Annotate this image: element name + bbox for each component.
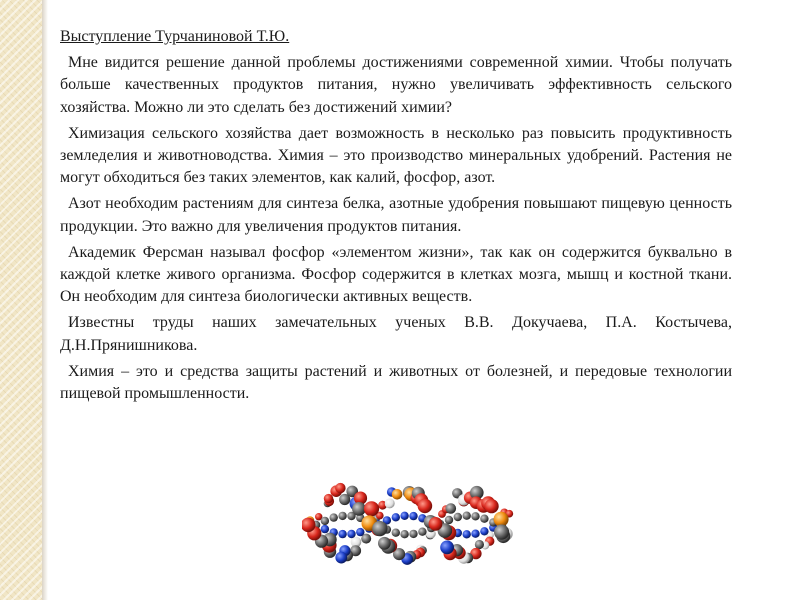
atom (480, 527, 488, 535)
atom (418, 499, 433, 514)
paragraph-1: Мне видится решение данной проблемы достижениями современной химии. Чтобы получать больше качественных продуктов питания, нужно увеличивать эффективность сельского хозяйства. Можно ли это сделать без достижений химии? (60, 54, 732, 116)
atom (338, 512, 346, 520)
atom (494, 525, 509, 540)
atom (471, 530, 479, 538)
atom (324, 494, 333, 503)
atom (321, 517, 329, 525)
atom (409, 512, 417, 520)
paragraph-6: Химия – это и средства защиты растений и животных от болезней, и передовые технологии пищевой промышленности. (60, 362, 732, 403)
atom (347, 530, 355, 538)
paragraph-2: Химизация сельского хозяйства дает возможность в несколько раз повысить продуктивность земледелия и животноводства. Химия – это производство минеральных удобрений. Растения не могут обходиться без таких элементов, как калий, фосфор, азот. (60, 124, 732, 187)
atom (385, 498, 395, 508)
atom (338, 530, 346, 538)
atom (372, 521, 387, 536)
atom (335, 483, 345, 493)
paragraph-4: Академик Ферсман называл фосфор «элементом жизни», так как он содержится буквально в каждой клетке живого организма. Фосфор содержится в клетках мозга, мышц и костной ткани. Он необходим для синтеза биологически активных веществ. (60, 243, 732, 306)
atom (480, 515, 488, 523)
dna-molecule-icon (302, 470, 522, 590)
atom (364, 501, 379, 516)
paragraph-3: Азот необходим растениям для синтеза белка, азотные удобрения повышают пищевую ценность продукции. Это важно для увеличения продуктов питания. (60, 195, 732, 235)
atom (356, 528, 364, 536)
atom (400, 512, 408, 520)
atom (352, 502, 366, 516)
atom (378, 537, 391, 550)
band-shadow (42, 0, 48, 600)
atom (400, 530, 408, 538)
atom (494, 512, 509, 527)
atom (392, 529, 400, 537)
atom (392, 489, 403, 500)
atom (440, 541, 454, 555)
atom (454, 513, 462, 521)
atom (335, 552, 347, 564)
atom (429, 517, 443, 531)
atom (485, 499, 499, 513)
slide-text (60, 26, 732, 409)
atom (471, 512, 479, 520)
atom (392, 513, 400, 521)
slide-heading: Выступление Турчаниновой Т.Ю. (60, 28, 290, 45)
atom (418, 528, 426, 536)
paragraph-5: Известны труды наших замечательных ученых В.В. Докучаева, П.А. Костычева, Д.Н.Прянишникова. (60, 314, 732, 354)
atom (463, 512, 471, 520)
atom (446, 503, 457, 514)
atom (321, 525, 329, 533)
atom (330, 513, 338, 521)
atom (445, 516, 453, 524)
atom (475, 540, 484, 549)
atom (463, 530, 471, 538)
decorative-left-band (0, 0, 42, 600)
atom (409, 530, 417, 538)
